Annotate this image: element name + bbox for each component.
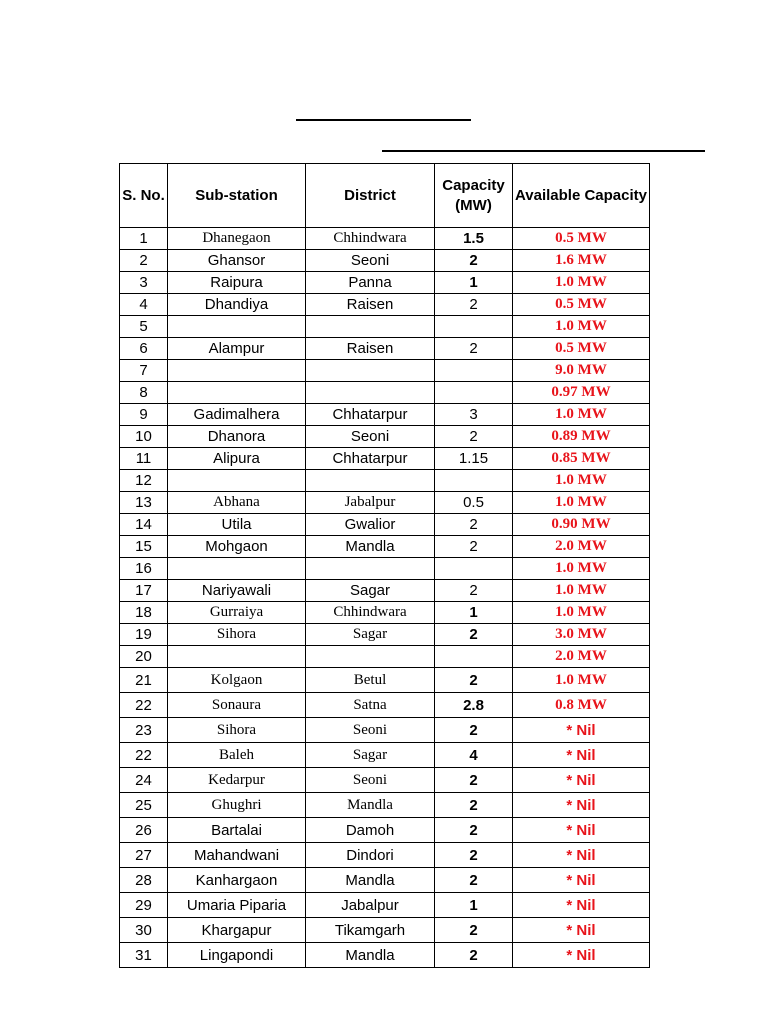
row-available-capacity: 1.0 MW <box>513 558 650 580</box>
row-sno: 29 <box>120 893 168 918</box>
table-row <box>120 294 650 316</box>
table-row <box>120 646 650 668</box>
row-capacity: 2 <box>435 818 513 843</box>
table-row <box>120 316 650 338</box>
row-substation: Bartalai <box>168 818 306 843</box>
table-row <box>120 793 650 818</box>
row-substation: Khargapur <box>168 918 306 943</box>
row-available-capacity: 0.5 MW <box>513 228 650 250</box>
row-district: Betul <box>306 668 435 693</box>
row-district: Raisen <box>306 294 435 316</box>
row-capacity: 2 <box>435 668 513 693</box>
row-sno: 17 <box>120 580 168 602</box>
table-row <box>120 448 650 470</box>
table-row <box>120 624 650 646</box>
row-available-capacity: * Nil <box>513 743 650 768</box>
row-district: Chhatarpur <box>306 448 435 470</box>
row-capacity <box>435 360 513 382</box>
row-capacity: 2 <box>435 426 513 448</box>
row-district: Mandla <box>306 536 435 558</box>
row-capacity: 1 <box>435 893 513 918</box>
row-capacity <box>435 558 513 580</box>
row-district: Gwalior <box>306 514 435 536</box>
row-sno: 1 <box>120 228 168 250</box>
table-row <box>120 382 650 404</box>
row-district: Chhindwara <box>306 228 435 250</box>
row-district: Panna <box>306 272 435 294</box>
row-substation <box>168 316 306 338</box>
table-row <box>120 536 650 558</box>
row-substation: Kedarpur <box>168 768 306 793</box>
row-substation: Kanhargaon <box>168 868 306 893</box>
table-row <box>120 514 650 536</box>
row-capacity <box>435 646 513 668</box>
row-substation: Mahandwani <box>168 843 306 868</box>
table-row <box>120 693 650 718</box>
row-capacity: 3 <box>435 404 513 426</box>
table-row <box>120 743 650 768</box>
row-sno: 4 <box>120 294 168 316</box>
row-sno: 26 <box>120 818 168 843</box>
row-available-capacity: 3.0 MW <box>513 624 650 646</box>
row-sno: 31 <box>120 943 168 968</box>
row-capacity <box>435 316 513 338</box>
row-capacity: 2 <box>435 294 513 316</box>
row-sno: 22 <box>120 743 168 768</box>
row-capacity: 2 <box>435 918 513 943</box>
row-district <box>306 646 435 668</box>
row-sno: 8 <box>120 382 168 404</box>
row-district: Mandla <box>306 793 435 818</box>
row-district <box>306 470 435 492</box>
row-district: Mandla <box>306 943 435 968</box>
row-substation: Dhanora <box>168 426 306 448</box>
table-row <box>120 768 650 793</box>
row-capacity: 2 <box>435 250 513 272</box>
row-district: Raisen <box>306 338 435 360</box>
row-district <box>306 360 435 382</box>
row-substation: Utila <box>168 514 306 536</box>
row-district: Jabalpur <box>306 492 435 514</box>
row-capacity: 2 <box>435 843 513 868</box>
row-capacity: 2 <box>435 868 513 893</box>
row-available-capacity: 1.0 MW <box>513 272 650 294</box>
table-row <box>120 338 650 360</box>
table-row <box>120 668 650 693</box>
row-available-capacity: 2.0 MW <box>513 536 650 558</box>
row-sno: 30 <box>120 918 168 943</box>
subtitle-underline <box>382 150 705 152</box>
table-row <box>120 426 650 448</box>
row-available-capacity: * Nil <box>513 893 650 918</box>
row-available-capacity: * Nil <box>513 943 650 968</box>
row-sno: 23 <box>120 718 168 743</box>
row-sno: 12 <box>120 470 168 492</box>
row-district: Sagar <box>306 580 435 602</box>
row-district: Sagar <box>306 624 435 646</box>
row-available-capacity: 1.0 MW <box>513 470 650 492</box>
table-row <box>120 868 650 893</box>
row-district: Chhindwara <box>306 602 435 624</box>
row-sno: 2 <box>120 250 168 272</box>
row-sno: 25 <box>120 793 168 818</box>
row-available-capacity: 1.0 MW <box>513 404 650 426</box>
row-sno: 15 <box>120 536 168 558</box>
table-header-row <box>120 164 650 228</box>
row-capacity: 1 <box>435 272 513 294</box>
header-substation: Sub-station <box>168 164 306 228</box>
row-district: Seoni <box>306 426 435 448</box>
table-row <box>120 558 650 580</box>
row-available-capacity: 1.0 MW <box>513 316 650 338</box>
substation-capacity-table <box>119 163 650 968</box>
row-district: Sagar <box>306 743 435 768</box>
row-available-capacity: * Nil <box>513 793 650 818</box>
row-capacity: 2 <box>435 536 513 558</box>
row-sno: 22 <box>120 693 168 718</box>
table-row <box>120 893 650 918</box>
row-substation <box>168 646 306 668</box>
row-available-capacity: * Nil <box>513 768 650 793</box>
header-district: District <box>306 164 435 228</box>
row-available-capacity: * Nil <box>513 718 650 743</box>
row-substation: Sihora <box>168 624 306 646</box>
row-sno: 19 <box>120 624 168 646</box>
table-row <box>120 228 650 250</box>
row-capacity: 1.15 <box>435 448 513 470</box>
row-district: Damoh <box>306 818 435 843</box>
row-sno: 28 <box>120 868 168 893</box>
row-available-capacity: 0.90 MW <box>513 514 650 536</box>
header-capacity: Capacity (MW) <box>435 164 513 228</box>
table-row <box>120 580 650 602</box>
row-available-capacity: * Nil <box>513 843 650 868</box>
row-substation: Alipura <box>168 448 306 470</box>
row-district: Seoni <box>306 250 435 272</box>
table-row <box>120 404 650 426</box>
row-substation: Gadimalhera <box>168 404 306 426</box>
row-capacity: 1.5 <box>435 228 513 250</box>
table-row <box>120 818 650 843</box>
row-capacity: 2 <box>435 768 513 793</box>
row-sno: 11 <box>120 448 168 470</box>
table-row <box>120 843 650 868</box>
row-substation: Lingapondi <box>168 943 306 968</box>
row-substation: Gurraiya <box>168 602 306 624</box>
row-substation: Dhanegaon <box>168 228 306 250</box>
row-capacity: 2 <box>435 338 513 360</box>
row-substation: Ghughri <box>168 793 306 818</box>
table-row <box>120 470 650 492</box>
table-row <box>120 918 650 943</box>
row-available-capacity: 0.85 MW <box>513 448 650 470</box>
row-sno: 20 <box>120 646 168 668</box>
row-substation: Abhana <box>168 492 306 514</box>
row-district: Seoni <box>306 718 435 743</box>
row-sno: 24 <box>120 768 168 793</box>
header-available-capacity: Available Capacity <box>513 164 650 228</box>
row-district: Mandla <box>306 868 435 893</box>
row-available-capacity: 0.89 MW <box>513 426 650 448</box>
row-available-capacity: 0.97 MW <box>513 382 650 404</box>
row-sno: 9 <box>120 404 168 426</box>
row-district <box>306 558 435 580</box>
row-capacity: 2 <box>435 718 513 743</box>
row-sno: 21 <box>120 668 168 693</box>
row-district: Seoni <box>306 768 435 793</box>
row-sno: 14 <box>120 514 168 536</box>
row-substation: Umaria Piparia <box>168 893 306 918</box>
row-substation: Nariyawali <box>168 580 306 602</box>
row-capacity: 2 <box>435 580 513 602</box>
row-capacity: 4 <box>435 743 513 768</box>
table-row <box>120 250 650 272</box>
row-substation: Baleh <box>168 743 306 768</box>
row-sno: 27 <box>120 843 168 868</box>
row-district <box>306 316 435 338</box>
row-capacity: 2 <box>435 514 513 536</box>
row-district: Tikamgarh <box>306 918 435 943</box>
row-substation: Sihora <box>168 718 306 743</box>
row-substation: Ghansor <box>168 250 306 272</box>
row-capacity: 2.8 <box>435 693 513 718</box>
table-row <box>120 718 650 743</box>
row-available-capacity: * Nil <box>513 918 650 943</box>
row-district <box>306 382 435 404</box>
row-available-capacity: 2.0 MW <box>513 646 650 668</box>
row-substation: Alampur <box>168 338 306 360</box>
row-district: Chhatarpur <box>306 404 435 426</box>
row-available-capacity: 9.0 MW <box>513 360 650 382</box>
row-substation <box>168 470 306 492</box>
row-sno: 10 <box>120 426 168 448</box>
row-capacity <box>435 382 513 404</box>
row-available-capacity: 1.0 MW <box>513 668 650 693</box>
table-row <box>120 492 650 514</box>
table-row <box>120 360 650 382</box>
table-row <box>120 602 650 624</box>
row-available-capacity: 1.6 MW <box>513 250 650 272</box>
row-sno: 13 <box>120 492 168 514</box>
row-substation: Dhandiya <box>168 294 306 316</box>
row-available-capacity: 1.0 MW <box>513 492 650 514</box>
row-available-capacity: 1.0 MW <box>513 602 650 624</box>
row-capacity <box>435 470 513 492</box>
row-substation <box>168 360 306 382</box>
row-available-capacity: 1.0 MW <box>513 580 650 602</box>
row-capacity: 2 <box>435 624 513 646</box>
row-substation: Sonaura <box>168 693 306 718</box>
row-capacity: 1 <box>435 602 513 624</box>
row-substation: Kolgaon <box>168 668 306 693</box>
row-district: Satna <box>306 693 435 718</box>
row-sno: 18 <box>120 602 168 624</box>
row-available-capacity: 0.8 MW <box>513 693 650 718</box>
title-underline <box>296 119 471 121</box>
row-sno: 5 <box>120 316 168 338</box>
row-substation <box>168 558 306 580</box>
row-sno: 16 <box>120 558 168 580</box>
row-district: Jabalpur <box>306 893 435 918</box>
row-substation: Raipura <box>168 272 306 294</box>
row-substation <box>168 382 306 404</box>
row-available-capacity: * Nil <box>513 868 650 893</box>
table-row <box>120 272 650 294</box>
row-available-capacity: 0.5 MW <box>513 294 650 316</box>
row-substation: Mohgaon <box>168 536 306 558</box>
row-available-capacity: 0.5 MW <box>513 338 650 360</box>
row-sno: 3 <box>120 272 168 294</box>
row-available-capacity: * Nil <box>513 818 650 843</box>
row-sno: 7 <box>120 360 168 382</box>
header-sno: S. No. <box>120 164 168 228</box>
row-capacity: 2 <box>435 793 513 818</box>
row-district: Dindori <box>306 843 435 868</box>
row-capacity: 2 <box>435 943 513 968</box>
row-sno: 6 <box>120 338 168 360</box>
row-capacity: 0.5 <box>435 492 513 514</box>
table-row <box>120 943 650 968</box>
